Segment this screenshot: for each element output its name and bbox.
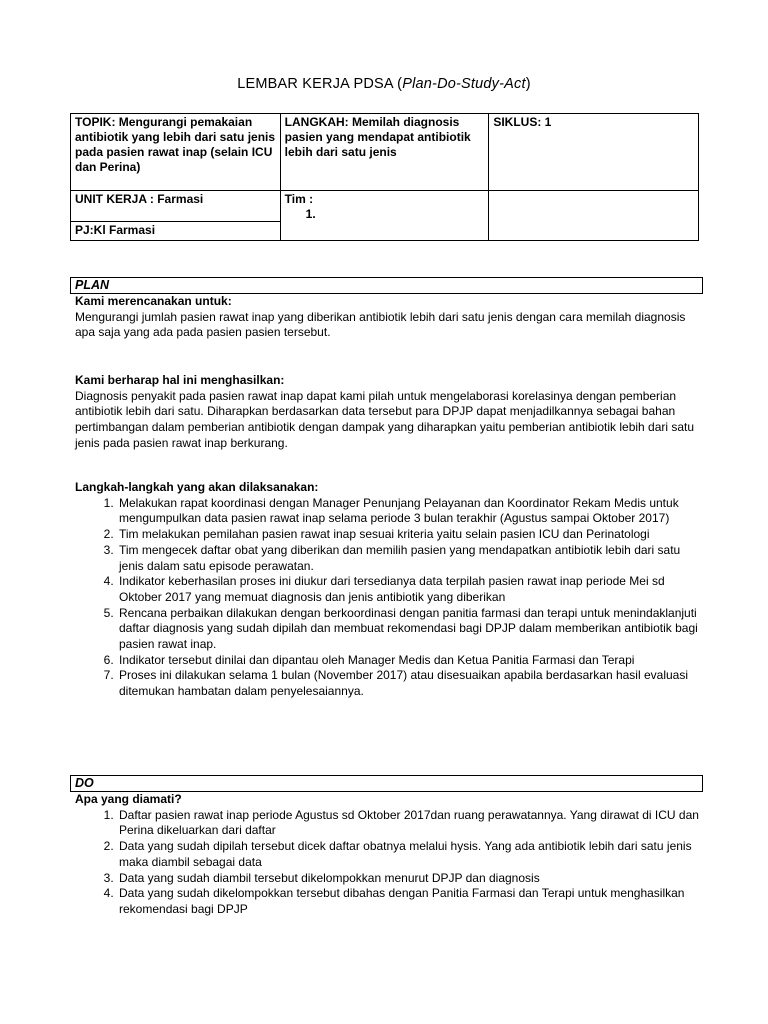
langkah-label: Langkah-langkah yang akan dilaksanakan: — [75, 480, 319, 494]
empty-cell — [489, 191, 699, 241]
rencana-text: Mengurangi jumlah pasien rawat inap yang diberikan antibiotik lebih dari satu jenis dengan cara memilah diagnosis apa saja yang ada pada pasien pasien tersebut. — [75, 309, 686, 340]
pj-cell: PJ:Kl Farmasi — [71, 222, 281, 241]
list-item: 3. Tim mengecek daftar obat yang diberikan dan memilih pasien yang mendapatkan antibiotik lebih dari satu jenis dalam satu episode perawatan. — [117, 543, 700, 574]
title-suffix: ) — [525, 76, 531, 92]
list-item: 2. Data yang sudah dipilah tersebut dicek daftar obatnya melalui hysis. Yang ada antibiotik lebih dari satu jenis maka diambil sebagai data — [117, 839, 700, 870]
title-italic: Plan-Do-Study-Act — [402, 76, 526, 92]
header-table — [70, 113, 699, 241]
list-item: 1. Daftar pasien rawat inap periode Agustus sd Oktober 2017dan ruang perawatannya. Yang dirawat di ICU dan Perina dikeluarkan dari daftar — [117, 808, 700, 839]
list-item: 5. Rencana perbaikan dilakukan dengan berkoordinasi dengan panitia farmasi dan terapi untuk menindaklanjuti daftar diagnosis yang sudah dipilah dan membuat rekomendasi bagi DPJP dalam memberikan antibiotik bagi pasien rawat inap. — [117, 606, 700, 653]
harapan-text: Diagnosis penyakit pada pasien rawat inap dapat kami pilah untuk mengelaborasi korelasinya dengan pemberian antibiotik lebih dari satu. Diharapkan berdasarkan data tersebut para DPJP dapat menjadilkannya sebagai bahan pertimbangan dalam pemberian antibiotik dengan dampak yang diharapkan yaitu pemberian antibiotik lebih dari satu jenis pada pasien rawat inap berkurang. — [75, 388, 695, 450]
siklus-cell: SIKLUS: 1 — [489, 114, 699, 191]
do-steps-list — [75, 808, 700, 918]
list-item: 4. Indikator keberhasilan proses ini diukur dari tersedianya data terpilah pasien rawat inap periode Mei sd Oktober 2017 yang memuat diagnosis dan jenis antibiotik yang diberikan — [117, 574, 700, 605]
tim-label: Tim : — [284, 192, 314, 206]
plan-harapan — [75, 373, 700, 452]
plan-steps-list — [75, 496, 700, 700]
plan-heading: PLAN — [70, 277, 703, 294]
langkah-cell: LANGKAH: Memilah diagnosis pasien yang mendapat antibiotik lebih dari satu jenis — [280, 114, 489, 191]
do-question: Apa yang diamati? — [75, 792, 182, 806]
tim-item: 1. — [305, 207, 316, 221]
list-item: 1. Melakukan rapat koordinasi dengan Manager Penunjang Pelayanan dan Koordinator Rekam Medis untuk mengumpulkan data pasien rawat inap selama periode 3 bulan terakhir (Agustus sampai Oktober 2017) — [117, 496, 700, 527]
list-item: 3. Data yang sudah diambil tersebut dikelompokkan menurut DPJP dan diagnosis — [117, 871, 700, 887]
list-item: 6. Indikator tersebut dinilai dan dipantau oleh Manager Medis dan Ketua Panitia Farmasi dan Terapi — [117, 653, 700, 669]
topik-cell: TOPIK: Mengurangi pemakaian antibiotik yang lebih dari satu jenis pada pasien rawat inap (selain ICU dan Perina) — [71, 114, 281, 191]
tim-cell — [280, 191, 489, 241]
harapan-label: Kami berharap hal ini menghasilkan: — [75, 373, 285, 387]
list-item: 4. Data yang sudah dikelompokkan tersebut dibahas dengan Panitia Farmasi dan Terapi untuk menghasilkan rekomendasi bagi DPJP — [117, 886, 700, 917]
do-section — [75, 792, 700, 918]
page-title — [0, 76, 768, 92]
title-prefix: LEMBAR KERJA PDSA ( — [237, 76, 403, 92]
rencana-label: Kami merencanakan untuk: — [75, 294, 232, 308]
plan-rencana — [75, 294, 700, 341]
do-heading: DO — [70, 775, 703, 792]
unit-kerja-cell: UNIT KERJA : Farmasi — [71, 191, 281, 222]
list-item: 2. Tim melakukan pemilahan pasien rawat inap sesuai kriteria yaitu selain pasien ICU dan Perinatologi — [117, 527, 700, 543]
list-item: 7. Proses ini dilakukan selama 1 bulan (November 2017) atau disesuaikan apabila berdasarkan hasil evaluasi ditemukan hambatan dalam penyelesaiannya. — [117, 668, 700, 699]
plan-langkah — [75, 480, 700, 700]
